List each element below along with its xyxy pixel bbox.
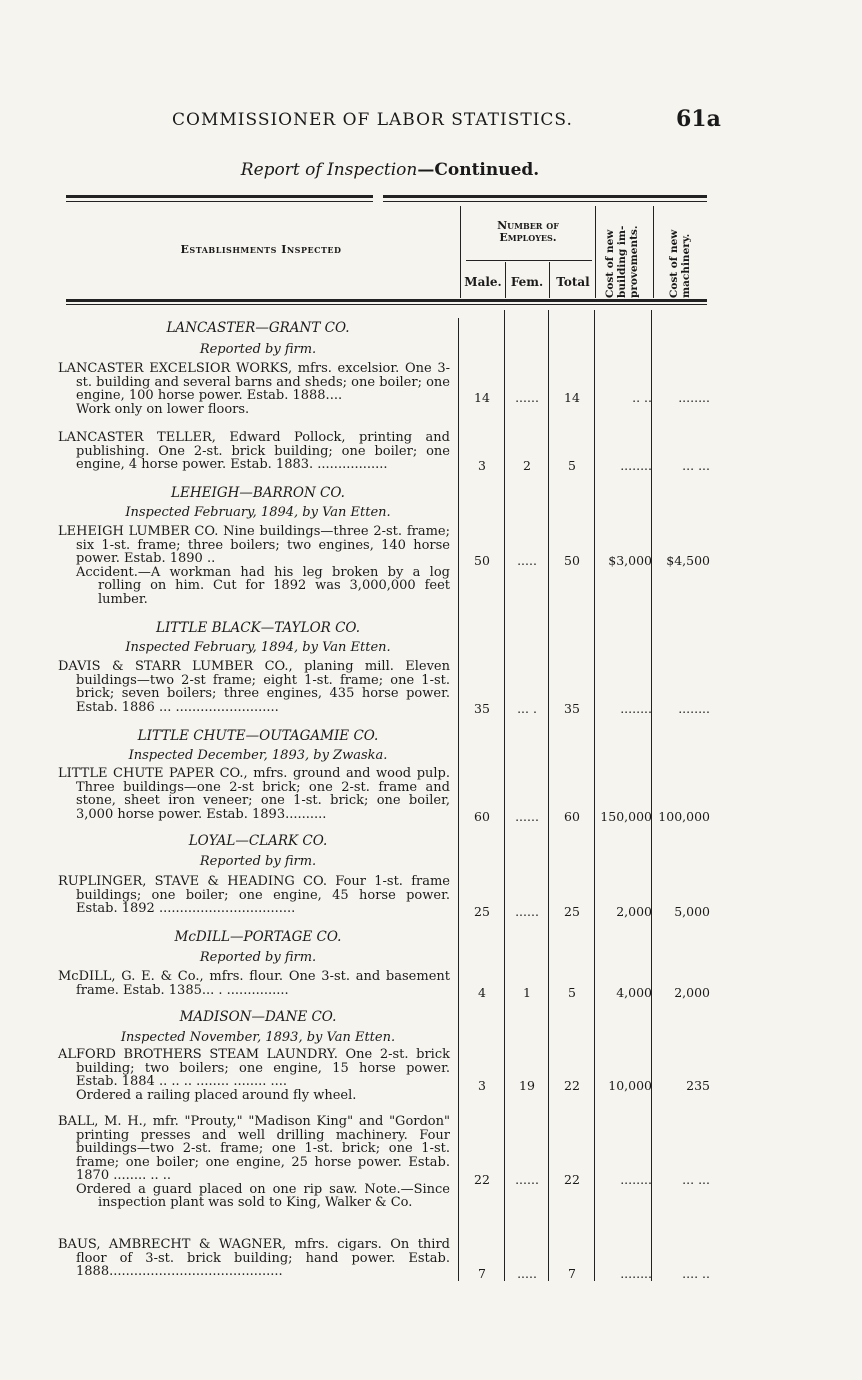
building-cost: 2,000	[616, 904, 652, 919]
total-count: 50	[564, 553, 580, 568]
fem-count: 19	[519, 1078, 535, 1093]
total-count: 5	[568, 458, 576, 473]
employes-underline	[466, 260, 592, 261]
number-of-employes-header: Number of Employes.	[497, 219, 559, 244]
building-cost: ........	[620, 458, 652, 473]
building-cost: 150,000	[600, 809, 652, 824]
county-heading: LEHEIGH—BARRON CO.	[171, 485, 345, 501]
county-heading: LOYAL—CLARK CO.	[188, 833, 328, 849]
body-vrule-3	[548, 310, 549, 1281]
establishment-entry	[58, 875, 450, 916]
machinery-cost: ... ...	[682, 1172, 710, 1187]
male-count: 7	[478, 1266, 486, 1281]
entry-text: ALFORD BROTHERS STEAM LAUNDRY. One 2-st. brick building; two boilers; one engine, 15 horse power. Estab. 1884 .. .. .. ........ ........ ....	[58, 1047, 450, 1089]
fem-count: ......	[515, 390, 539, 405]
male-header: Male.	[464, 275, 502, 289]
entry-text: LEHEIGH LUMBER CO. Nine buildings—three 2-st. frame; six 1-st. frame; three boilers; two engines, 140 horse power. Estab. 1890 ..	[58, 524, 450, 566]
entry-text: BAUS, AMBRECHT & WAGNER, mfrs. cigars. On third floor of 3-st. brick building; hand power. Estab. 1888..........................................	[58, 1237, 450, 1279]
fem-count: 2	[523, 458, 531, 473]
entry-note: Ordered a guard placed on one rip saw. Note.—Since inspection plant was sold to King, Walker & Co.	[76, 1181, 450, 1210]
establishment-entry	[58, 1238, 450, 1279]
entry-text: LANCASTER TELLER, Edward Pollock, printing and publishing. One 2-st. brick building; one boiler; one engine, 4 horse power. Estab. 1883. .................	[58, 430, 450, 472]
fem-header: Fem.	[510, 275, 544, 289]
fem-count: ... .	[517, 701, 537, 716]
county-heading: McDILL—PORTAGE CO.	[174, 929, 342, 945]
header-vrule-3	[549, 262, 550, 298]
building-cost: 4,000	[616, 985, 652, 1000]
header-bottom-rule-thin	[66, 304, 707, 305]
total-count: 35	[564, 701, 580, 716]
header-vrule-5	[653, 206, 654, 298]
male-count: 60	[474, 809, 490, 824]
machinery-cost: 2,000	[674, 985, 710, 1000]
entry-text: DAVIS & STARR LUMBER CO., planing mill. Eleven buildings—two 2-st frame; eight 1-st. frame; one 1-st. brick; seven boilers; three engines, 435 horse power. Estab. 1886 ... .........................	[58, 659, 450, 715]
fem-count: .....	[517, 553, 537, 568]
male-count: 25	[474, 904, 490, 919]
county-heading: LITTLE CHUTE—OUTAGAMIE CO.	[137, 728, 379, 744]
total-count: 60	[564, 809, 580, 824]
total-count: 25	[564, 904, 580, 919]
body-vrule-4	[594, 310, 595, 1281]
total-count: 22	[564, 1078, 580, 1093]
establishment-entry	[58, 767, 450, 821]
machinery-cost: 235	[686, 1078, 710, 1093]
cost-machinery-header: Cost of new machinery.	[668, 229, 692, 298]
entry-text: LITTLE CHUTE PAPER CO., mfrs. ground and wood pulp. Three buildings—one 2-st brick; one 2-st. frame and stone, sheet iron veneer; one 1-st. brick; one boiler, 3,000 horse power. Estab. 1893..........	[58, 766, 450, 822]
total-count: 22	[564, 1172, 580, 1187]
fem-count: ......	[515, 809, 539, 824]
building-cost: $3,000	[608, 553, 652, 568]
building-cost: 10,000	[608, 1078, 652, 1093]
county-heading: LITTLE BLACK—TAYLOR CO.	[156, 620, 360, 636]
subtitle-italic: Report of Inspection	[240, 160, 418, 180]
top-rule-right-thick	[383, 195, 707, 198]
header-vrule-4	[595, 206, 596, 298]
inspection-note: Reported by firm.	[199, 950, 317, 965]
header-vrule-2	[505, 262, 506, 298]
machinery-cost: ........	[678, 701, 710, 716]
top-rule-left-thick	[66, 195, 373, 198]
body-vrule-2	[504, 310, 505, 1281]
total-count: 5	[568, 985, 576, 1000]
page-number: 61a	[676, 106, 721, 132]
top-rule-right-thin	[383, 201, 707, 202]
fem-count: ......	[515, 904, 539, 919]
inspection-note: Reported by firm.	[199, 854, 317, 869]
entry-note: Accident.—A workman had his leg broken by a log rolling on him. Cut for 1892 was 3,000,000 feet lumber.	[76, 564, 450, 607]
body-vrule-5	[651, 310, 652, 1281]
machinery-cost: 100,000	[658, 809, 710, 824]
total-count: 14	[564, 390, 580, 405]
entry-text: LANCASTER EXCELSIOR WORKS, mfrs. excelsior. One 3-st. building and several barns and sheds; one boiler; one engine, 100 horse power. Estab. 1888....	[58, 361, 450, 403]
entry-text: McDILL, G. E. & Co., mfrs. flour. One 3-st. and basement frame. Estab. 1385... . ...............	[58, 969, 450, 998]
fem-count: 1	[523, 985, 531, 1000]
male-count: 3	[478, 458, 486, 473]
total-header: Total	[556, 275, 590, 289]
male-count: 35	[474, 701, 490, 716]
header-bottom-rule-thick	[66, 299, 707, 302]
male-count: 22	[474, 1172, 490, 1187]
cost-building-header: Cost of new building im-provements.	[604, 225, 640, 298]
establishment-entry	[58, 660, 450, 714]
inspection-note: Inspected February, 1894, by Van Etten.	[125, 505, 391, 520]
male-count: 14	[474, 390, 490, 405]
total-count: 7	[568, 1266, 576, 1281]
machinery-cost: ... ...	[682, 458, 710, 473]
fem-count: .....	[517, 1266, 537, 1281]
entry-note: Work only on lower floors.	[76, 401, 250, 417]
machinery-cost: $4,500	[666, 553, 710, 568]
machinery-cost: 5,000	[674, 904, 710, 919]
establishments-header: Establishments Inspected	[180, 243, 342, 256]
header-vrule-1	[460, 206, 461, 298]
building-cost: ........	[620, 1172, 652, 1187]
building-cost: ........	[620, 1266, 652, 1281]
entry-note: Ordered a railing placed around fly wheel.	[76, 1087, 357, 1103]
male-count: 50	[474, 553, 490, 568]
male-count: 3	[478, 1078, 486, 1093]
inspection-note: Reported by firm.	[199, 342, 317, 357]
establishment-entry	[58, 431, 450, 472]
fem-count: ......	[515, 1172, 539, 1187]
entry-text: RUPLINGER, STAVE & HEADING CO. Four 1-st. frame buildings; one boiler; one engine, 45 horse power. Estab. 1892 .................................	[58, 874, 450, 916]
machinery-cost: .... ..	[682, 1266, 710, 1281]
county-heading: LANCASTER—GRANT CO.	[166, 320, 350, 336]
building-cost: ........	[620, 701, 652, 716]
entry-text: BALL, M. H., mfr. "Prouty," "Madison King" and "Gordon" printing presses and well drilling machinery. Four buildings—two 2-st. frame; one 1-st. brick; one 1-st. frame; one boiler; one engine, 25 horse power. Estab. 1870 ........ .. ..	[58, 1114, 450, 1183]
establishment-entry	[58, 1048, 450, 1102]
inspection-note: Inspected December, 1893, by Zwaska.	[128, 748, 388, 763]
page-subtitle	[0, 160, 780, 180]
inspection-note: Inspected November, 1893, by Van Etten.	[120, 1030, 396, 1045]
county-heading: MADISON—DANE CO.	[179, 1009, 337, 1025]
establishment-entry	[58, 1115, 450, 1210]
machinery-cost: ........	[678, 390, 710, 405]
top-rule-left-thin	[66, 201, 373, 202]
inspection-note: Inspected February, 1894, by Van Etten.	[125, 640, 391, 655]
male-count: 4	[478, 985, 486, 1000]
body-vrule-1	[458, 318, 459, 1281]
establishment-entry	[58, 970, 450, 997]
establishment-entry	[58, 525, 450, 606]
running-head: COMMISSIONER OF LABOR STATISTICS.	[172, 110, 573, 130]
subtitle-rest: —Continued.	[417, 160, 540, 180]
establishment-entry	[58, 362, 450, 416]
building-cost: .. ..	[632, 390, 652, 405]
